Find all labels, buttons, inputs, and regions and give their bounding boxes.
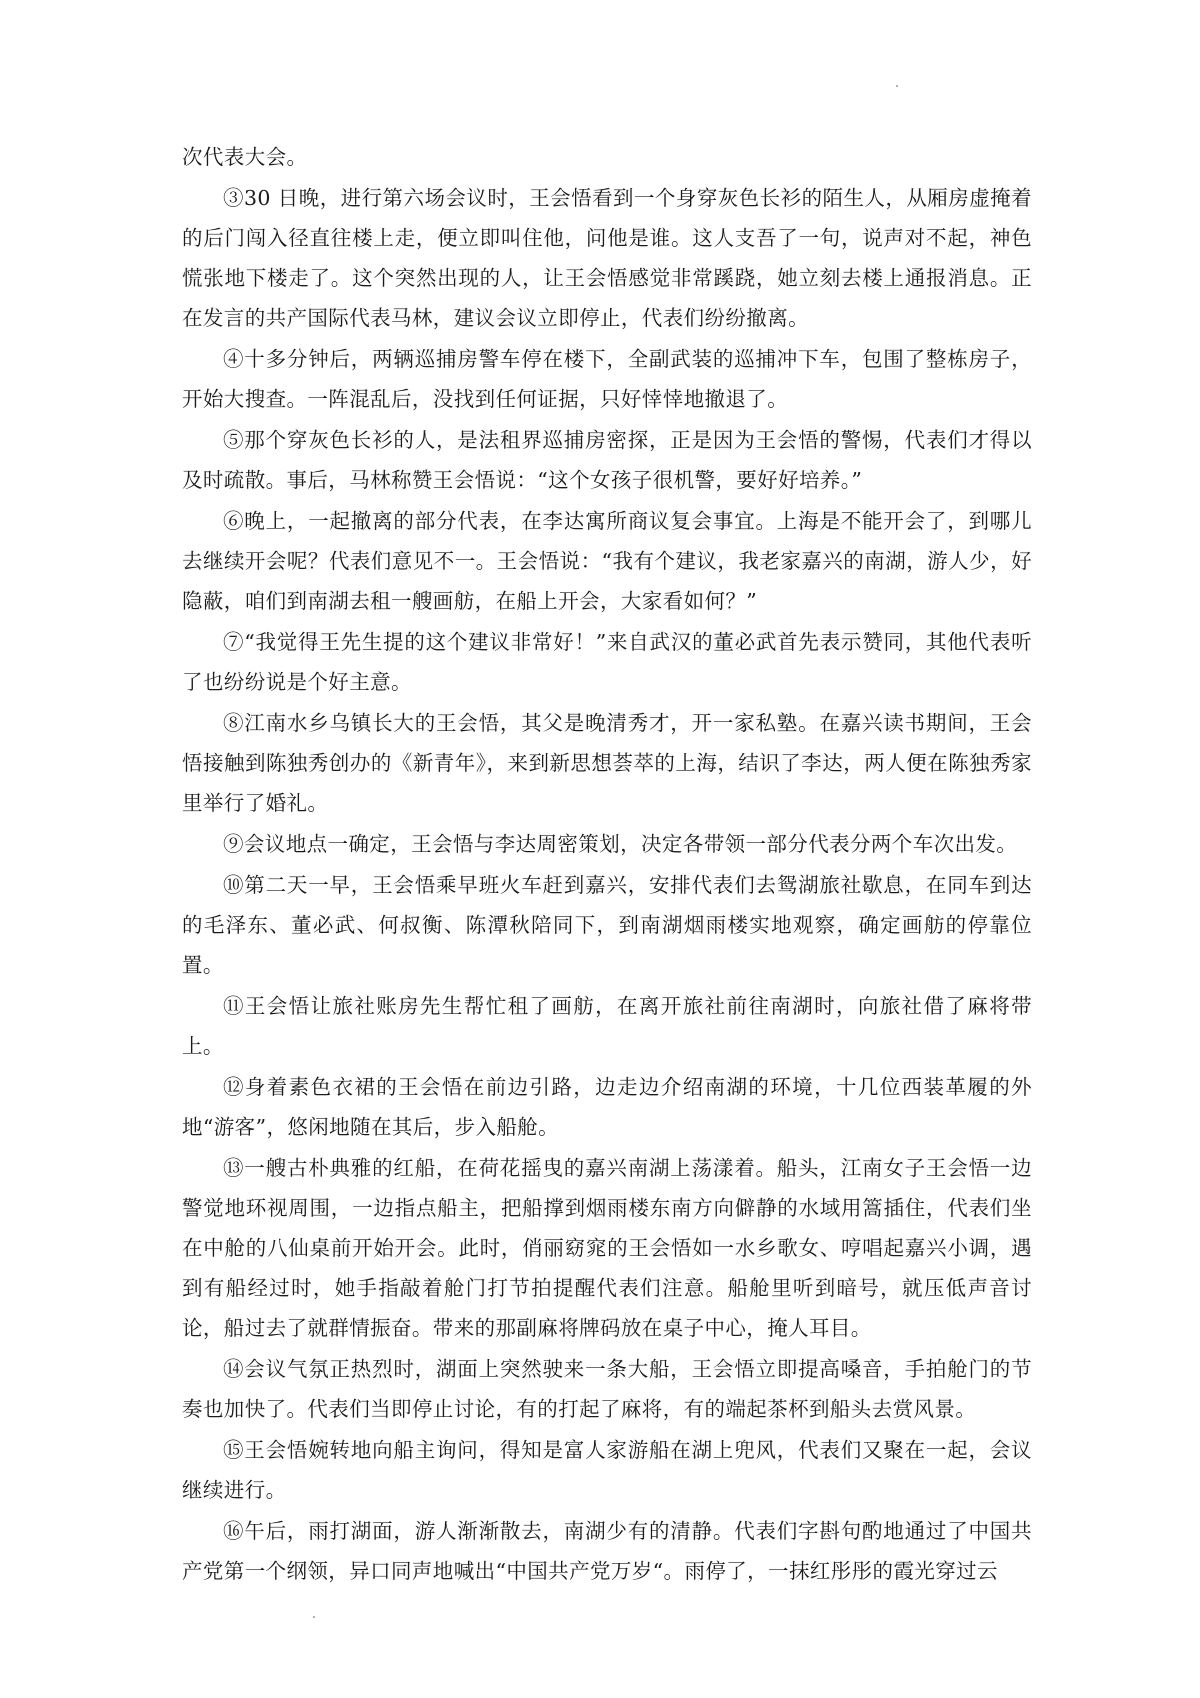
scan-speck (896, 85, 898, 87)
article-body (182, 137, 1032, 1592)
paragraph-15: ⑮王会悟婉转地向船主询问，得知是富人家游船在湖上兜风，代表们又聚在一起，会议继续进行。 (182, 1438, 1032, 1502)
paragraph-9: ⑨会议地点一确定，王会悟与李达周密策划，决定各带领一部分代表分两个车次出发。 (223, 832, 1018, 856)
paragraph-8: ⑧江南水乡乌镇长大的王会悟，其父是晚清秀才，开一家私塾。在嘉兴读书期间，王会悟接触到陈独秀创办的《新青年》，来到新思想荟萃的上海，结识了李达，两人便在陈独秀家里举行了婚礼。 (182, 711, 1032, 815)
paragraph-16: ⑯午后，雨打湖面，游人渐渐散去，南湖少有的清静。代表们字斟句酌地通过了中国共产党第一个纲领，异口同声地喊出“中国共产党万岁“。雨停了，一抹红彤彤的霞光穿过云 (182, 1519, 1032, 1583)
paragraph-11: ⑪王会悟让旅社账房先生帮忙租了画舫，在离开旅社前往南湖时，向旅社借了麻将带上。 (182, 994, 1032, 1058)
paragraph-14: ⑭会议气氛正热烈时，湖面上突然驶来一条大船，王会悟立即提高嗓音，手拍舱门的节奏也加快了。代表们当即停止讨论，有的打起了麻将，有的端起茶杯到船头去赏风景。 (182, 1357, 1032, 1421)
paragraph-5: ⑤那个穿灰色长衫的人，是法租界巡捕房密探，正是因为王会悟的警惕，代表们才得以及时疏散。事后，马林称赞王会悟说：“这个女孩子很机警，要好好培养。” (182, 428, 1032, 492)
paragraph-7: ⑦“我觉得王先生提的这个建议非常好！”来自武汉的董必武首先表示赞同，其他代表听了也纷纷说是个好主意。 (182, 630, 1032, 694)
scan-speck (313, 1616, 315, 1618)
paragraph-4: ④十多分钟后，两辆巡捕房警车停在楼下，全副武装的巡捕冲下车，包围了整栋房子，开始大搜查。一阵混乱后，没找到任何证据，只好悻悻地撤退了。 (182, 347, 1032, 411)
paragraph-6: ⑥晚上，一起撤离的部分代表，在李达寓所商议复会事宜。上海是不能开会了，到哪儿去继续开会呢？代表们意见不一。王会悟说：“我有个建议，我老家嘉兴的南湖，游人少，好隐蔽，咱们到南湖去租一艘画舫，在船上开会，大家看如何？” (182, 509, 1032, 613)
paragraph-continuation: 次代表大会。 (182, 145, 308, 169)
paragraph-12: ⑫身着素色衣裙的王会悟在前边引路，边走边介绍南湖的环境，十几位西装革履的外地“游客”，悠闲地随在其后，步入船舱。 (182, 1075, 1032, 1139)
paragraph-10: ⑩第二天一早，王会悟乘早班火车赶到嘉兴，安排代表们去鸳湖旅社歇息，在同车到达的毛泽东、董必武、何叔衡、陈潭秋陪同下，到南湖烟雨楼实地观察，确定画舫的停靠位置。 (182, 873, 1032, 977)
paragraph-3: ③30 日晚，进行第六场会议时，王会悟看到一个身穿灰色长衫的陌生人，从厢房虚掩着的后门闯入径直往楼上走，便立即叫住他，问他是谁。这人支吾了一句，说声对不起，神色慌张地下楼走了。这个突然出现的人，让王会悟感觉非常蹊跷，她立刻去楼上通报消息。正在发言的共产国际代表马林，建议会议立即停止，代表们纷纷撤离。 (182, 186, 1032, 330)
paragraph-13: ⑬一艘古朴典雅的红船，在荷花摇曳的嘉兴南湖上荡漾着。船头，江南女子王会悟一边警觉地环视周围，一边指点船主，把船撑到烟雨楼东南方向僻静的水域用篙插住，代表们坐在中舱的八仙桌前开始开会。此时，俏丽窈窕的王会悟如一水乡歌女、哼唱起嘉兴小调，遇到有船经过时，她手指敲着舱门打节拍提醒代表们注意。船舱里听到暗号，就压低声音讨论，船过去了就群情振奋。带来的那副麻将牌码放在桌子中心，掩人耳目。 (182, 1156, 1032, 1340)
